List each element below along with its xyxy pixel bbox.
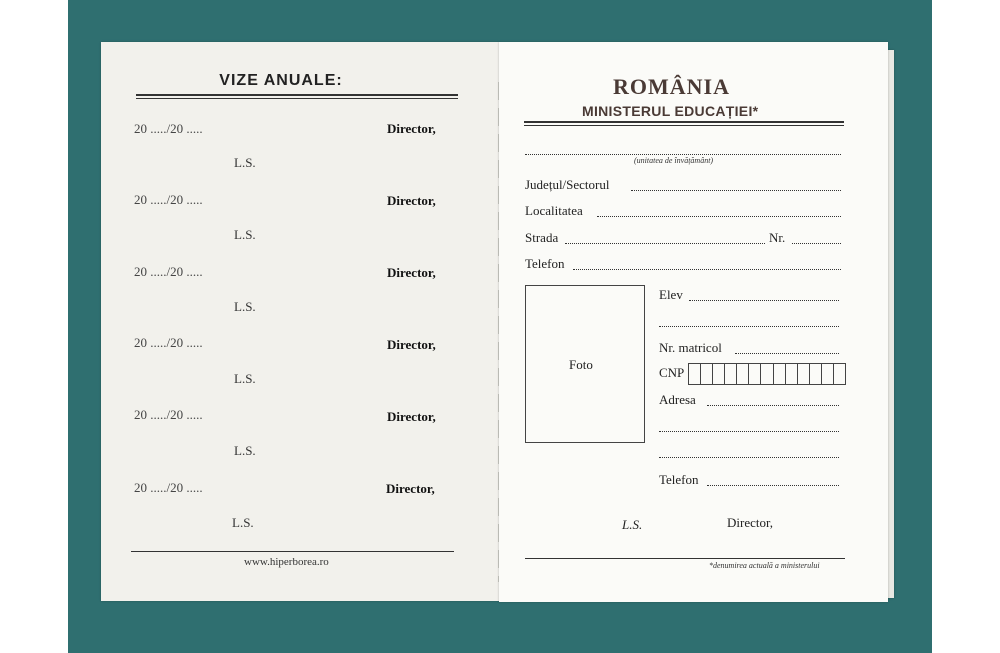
telefon-field[interactable] [573, 269, 841, 270]
nr-field[interactable] [792, 243, 841, 244]
row-ls: L.S. [234, 299, 256, 314]
nr-label: Nr. [769, 230, 786, 245]
strada-label: Strada [525, 230, 559, 245]
adresa-label: Adresa [659, 392, 696, 407]
adresa-field[interactable] [707, 405, 839, 406]
header-rule-bottom [524, 125, 844, 126]
row-date: 20 ...../20 ..... [134, 192, 203, 207]
country-title: ROMÂNIA [613, 74, 730, 99]
judet-label: Județul/Sectorul [525, 177, 610, 192]
row-ls: L.S. [234, 155, 256, 170]
telefon-label: Telefon [525, 256, 565, 271]
student-telefon-label: Telefon [659, 472, 699, 487]
footer-rule [525, 558, 845, 559]
student-telefon-field[interactable] [707, 485, 839, 486]
strada-field[interactable] [565, 243, 765, 244]
row-date: 20 ...../20 ..... [134, 264, 203, 279]
row-director: Director, [387, 409, 436, 424]
footnote: *denumirea actuală a ministerului [709, 561, 820, 570]
photo-label: Foto [569, 357, 593, 372]
row-date: 20 ...../20 ..... [134, 407, 203, 422]
row-director: Director, [387, 337, 436, 352]
row-director: Director, [387, 265, 436, 280]
right-page [499, 42, 888, 602]
elev-field-continued[interactable] [659, 326, 839, 327]
elev-field[interactable] [689, 300, 839, 301]
localitate-field[interactable] [597, 216, 841, 217]
cnp-input-grid[interactable] [688, 363, 846, 385]
ministry-title: MINISTERUL EDUCAȚIEI* [582, 103, 759, 119]
matricol-label: Nr. matricol [659, 340, 722, 355]
footer-website: www.hiperborea.ro [244, 556, 329, 568]
row-director: Director, [386, 481, 435, 496]
title-rule-top [136, 94, 458, 96]
unit-dotted-line [525, 154, 841, 155]
cnp-label: CNP [659, 365, 685, 380]
header-rule-top [524, 121, 844, 123]
elev-label: Elev [659, 287, 683, 302]
adresa-field-2[interactable] [659, 431, 839, 432]
footer-rule [131, 551, 454, 552]
director-label: Director, [727, 515, 774, 530]
row-date: 20 ...../20 ..... [134, 335, 203, 350]
judet-field[interactable] [631, 190, 841, 191]
row-ls: L.S. [234, 371, 256, 386]
row-date: 20 ...../20 ..... [134, 121, 203, 136]
unit-caption: (unitatea de învățământ) [634, 156, 714, 165]
row-ls: L.S. [234, 227, 256, 242]
title-rule-bottom [136, 98, 458, 99]
vize-anuale-title: VIZE ANUALE: [219, 72, 343, 89]
row-date: 20 ...../20 ..... [134, 480, 203, 495]
localitate-label: Localitatea [525, 203, 583, 218]
row-director: Director, [387, 121, 436, 136]
row-ls: L.S. [232, 515, 254, 530]
row-ls: L.S. [234, 443, 256, 458]
left-page [101, 42, 499, 601]
matricol-field[interactable] [735, 353, 839, 354]
row-director: Director, [387, 193, 436, 208]
adresa-field-3[interactable] [659, 457, 839, 458]
ls-label: L.S. [622, 517, 643, 532]
